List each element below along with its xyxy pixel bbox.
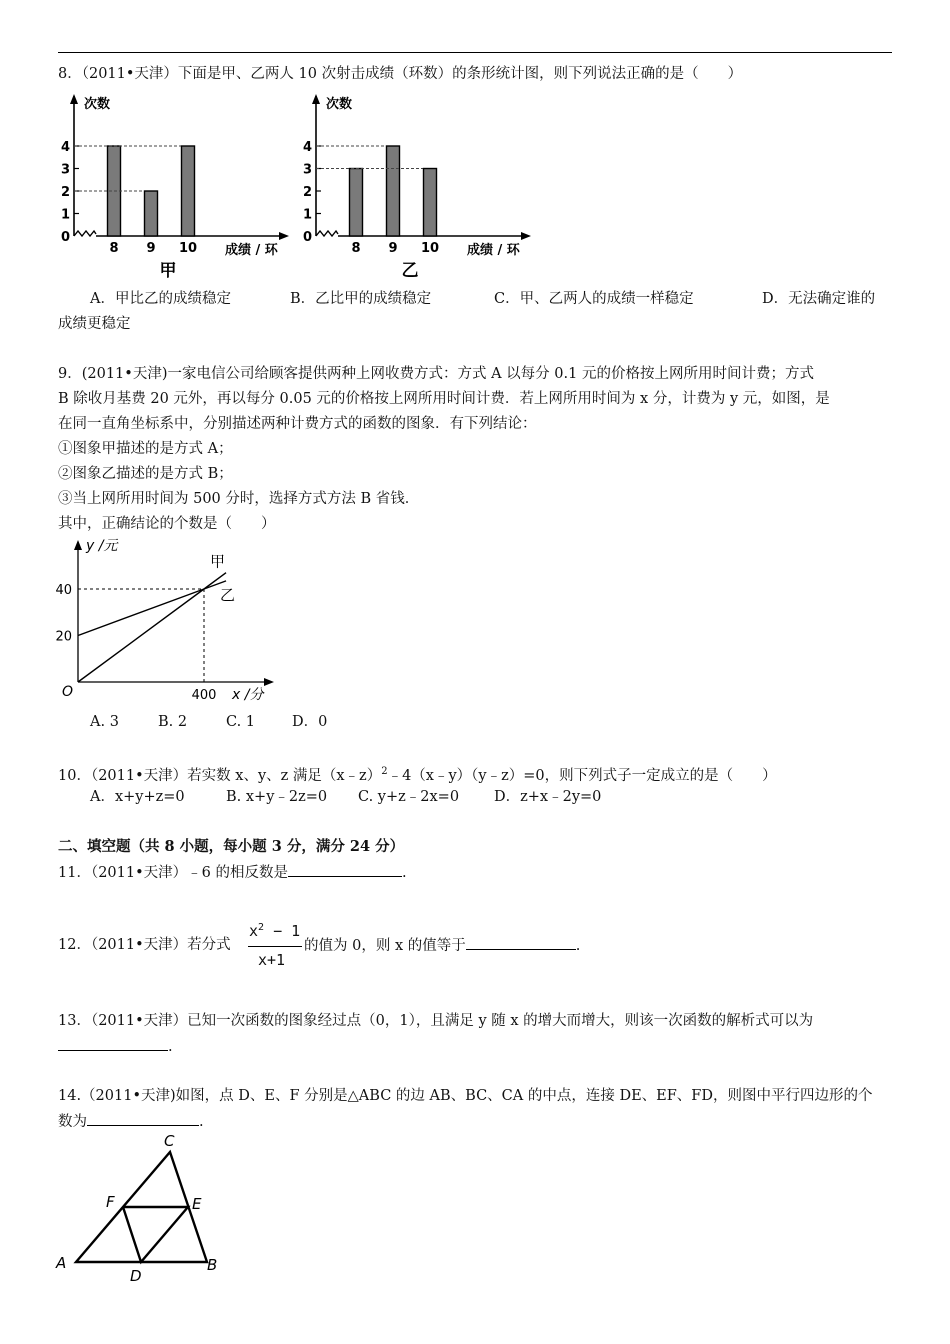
jia-axis-break	[74, 231, 96, 236]
q12-stem-after: 的值为 0，则 x 的值等于 .	[304, 935, 580, 956]
yi-x-arrow	[521, 232, 531, 240]
bar-chart-yi	[298, 94, 538, 284]
q10-option-a[interactable]: A．x+y+z=0	[90, 789, 185, 805]
q9-stem-line2: B 除收月基费 20 元外，再以每分 0.05 元的价格按上网所用时间计费．若上网所用时间为 x 分，计费为 y 元，如图，是	[58, 391, 830, 407]
q12-answer-blank[interactable]	[466, 935, 576, 950]
jia-ytick-label-2: 2	[60, 185, 70, 200]
jia-xtick-label-9: 9	[146, 241, 156, 256]
label-c: C	[164, 1132, 175, 1150]
q10-stem: 10．（2011•天津）若实数 x、y、z 满足（x﹣z）$^2$﹣4（x﹣y）（y﹣z）=0，则下列式子一定成立的是（ ）	[58, 766, 777, 784]
line-ytick-label-20: 20	[55, 629, 72, 645]
label-d: D	[130, 1267, 142, 1285]
jia-xlabel: 成绩 / 环	[225, 243, 278, 258]
yi-xtick-label-8: 8	[351, 241, 361, 256]
jia-xtick-label-8: 8	[109, 241, 119, 256]
line-series-label-yi: 乙	[220, 585, 236, 604]
jia-bar-10	[182, 146, 195, 236]
yi-ytick-label-1: 1	[302, 207, 312, 223]
jia-y-arrow	[70, 94, 78, 104]
q9-conclusion-3: ③当上网所用时间为 500 分时，选择方式方法 B 省钱．	[58, 491, 420, 507]
line-xtick-label-400: 400	[191, 688, 217, 703]
triangle-figure	[54, 1130, 234, 1290]
q9-stem-line1: 9．(2011•天津)一家电信公司给顾客提供两种上网收费方式：方式 A 以每分 0.1 元的价格按上网所用时间计费；方式	[58, 366, 814, 382]
q13-answer-blank[interactable]	[58, 1036, 168, 1051]
label-b: B	[207, 1256, 218, 1274]
q9-option-c[interactable]: C. 1	[226, 714, 256, 730]
jia-ytick-label-1: 1	[60, 207, 70, 223]
label-e: E	[192, 1195, 202, 1213]
yi-bar-9	[387, 146, 400, 236]
q9-stem-line3: 在同一直角坐标系中，分别描述两种计费方式的函数的图象．有下列结论：	[58, 416, 537, 432]
q9-conclusion-2: ②图象乙描述的是方式 B；	[58, 466, 233, 482]
line-series-label-jia: 甲	[210, 552, 226, 571]
q8-stem: 8．（2011•天津）下面是甲、乙两人 10 次射击成绩（环数）的条形统计图，则下列说法正确的是（ ）	[58, 66, 743, 82]
bar-chart-jia	[56, 94, 296, 284]
q10-option-d[interactable]: D．z+x﹣2y=0	[494, 789, 602, 805]
line-y-arrow	[74, 540, 82, 550]
yi-bar-10	[424, 169, 437, 237]
yi-ytick-label-3: 3	[302, 162, 312, 178]
q9-ask: 其中，正确结论的个数是（ ）	[58, 516, 276, 532]
yi-xlabel: 成绩 / 环	[467, 243, 520, 258]
q8-option-c[interactable]: C．甲、乙两人的成绩一样稳定	[494, 291, 694, 307]
jia-title: 甲	[159, 261, 177, 281]
yi-ylabel: 次数	[326, 97, 353, 112]
section-2-title: 二、填空题（共 8 小题，每小题 3 分，满分 24 分）	[58, 838, 405, 855]
jia-xtick-label-10: 10	[178, 241, 198, 256]
q12-fraction-denominator: x+1	[258, 951, 286, 969]
yi-ytick-label-4: 4	[302, 140, 312, 155]
q9-option-a[interactable]: A. 3	[90, 714, 119, 730]
label-f: F	[106, 1193, 115, 1211]
q14-answer-blank[interactable]	[87, 1111, 199, 1126]
jia-ytick-label-4: 4	[60, 140, 70, 155]
segments-de-ef-fd	[123, 1207, 188, 1262]
q8-option-a[interactable]: A．甲比乙的成绩稳定	[90, 291, 231, 307]
jia-ytick-label-3: 3	[60, 162, 70, 178]
yi-ytick-label-0: 0	[302, 230, 312, 245]
q11-answer-blank[interactable]	[288, 862, 402, 877]
jia-ytick-label-0: 0	[60, 230, 70, 245]
q13-stem: 13．（2011•天津）已知一次函数的图象经过点（0，1），且满足 y 随 x 的增大而增大，则该一次函数的解析式可以为	[58, 1013, 814, 1029]
q8-option-d[interactable]: D．无法确定谁的	[762, 291, 876, 307]
q11-stem: 11．（2011•天津）﹣6 的相反数是 .	[58, 862, 407, 883]
yi-title: 乙	[401, 261, 419, 281]
q12-stem-before: 12．（2011•天津）若分式	[58, 937, 231, 953]
q9-option-d[interactable]: D．0	[292, 714, 328, 730]
q14-stem-line1: 14.（2011•天津)如图，点 D、E、F 分别是△ABC 的边 AB、BC、CA 的中点，连接 DE、EF、FD，则图中平行四边形的个	[58, 1088, 873, 1104]
q10-option-b[interactable]: B. x+y﹣2z=0	[226, 789, 328, 805]
line-xlabel: x /分	[232, 687, 264, 703]
yi-ytick-label-2: 2	[302, 185, 312, 200]
q12-fraction-numerator: $x^2 - 1$	[249, 922, 301, 940]
q8-option-d-continued: 成绩更稳定	[58, 316, 131, 332]
line-ytick-label-40: 40	[55, 583, 72, 598]
q8-option-b[interactable]: B．乙比甲的成绩稳定	[290, 291, 432, 307]
q10-option-c[interactable]: C. y+z﹣2x=0	[358, 789, 460, 805]
q13-answer-line: .	[58, 1036, 173, 1057]
line-chart-billing	[52, 536, 292, 716]
q9-conclusion-1: ①图象甲描述的是方式 A；	[58, 441, 233, 457]
q14-stem-line2: 数为 .	[58, 1111, 204, 1132]
yi-axis-break	[316, 231, 338, 236]
header-rule	[58, 52, 892, 53]
label-a: A	[56, 1254, 67, 1272]
line-origin: O	[62, 684, 74, 700]
line-ylabel: y /元	[86, 538, 118, 554]
jia-ylabel: 次数	[84, 97, 111, 112]
q12-fraction-bar	[248, 946, 302, 947]
yi-xtick-label-10: 10	[420, 241, 440, 256]
yi-y-arrow	[312, 94, 320, 104]
q9-option-b[interactable]: B. 2	[158, 714, 188, 730]
line-x-arrow	[264, 678, 274, 686]
yi-xtick-label-9: 9	[388, 241, 398, 256]
jia-x-arrow	[279, 232, 289, 240]
jia-bar-9	[145, 191, 158, 236]
yi-bar-8	[350, 169, 363, 237]
